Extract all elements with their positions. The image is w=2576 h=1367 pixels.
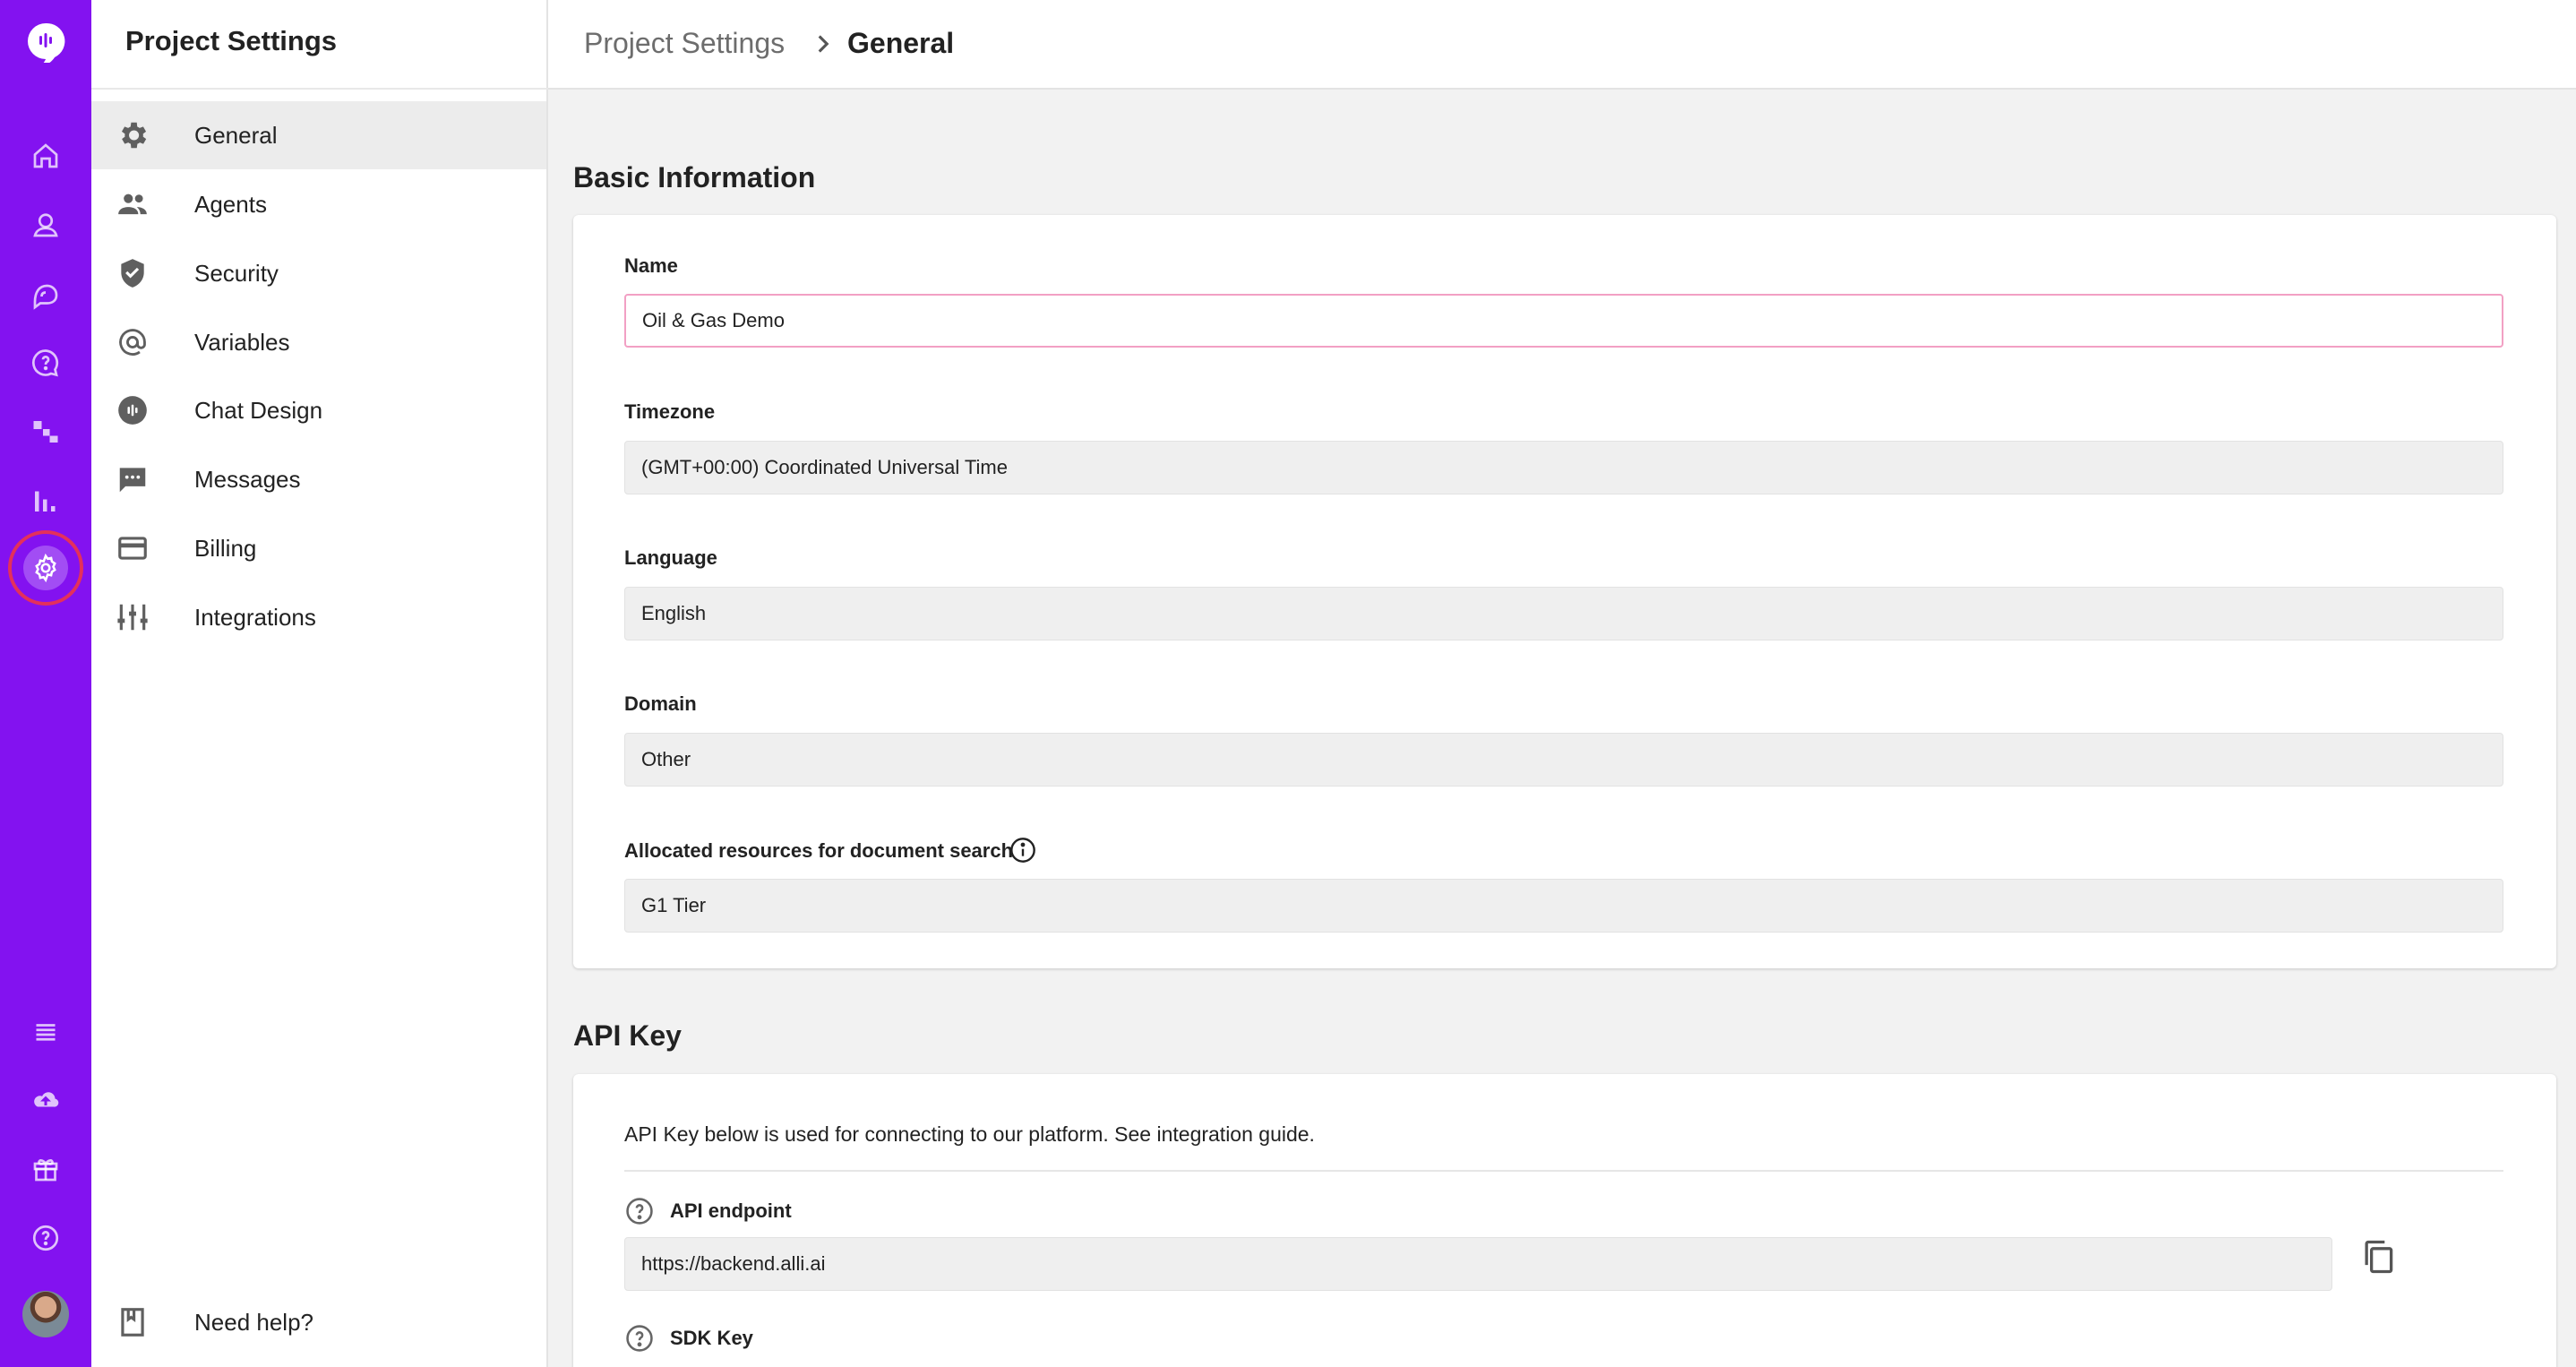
domain-field[interactable]: Other	[624, 733, 2503, 787]
chat-icon	[30, 278, 62, 310]
settings-nav-title: Project Settings	[125, 25, 337, 56]
menu-icon	[30, 1016, 62, 1048]
rail-analytics-button[interactable]	[19, 474, 73, 528]
bar-chart-icon	[30, 485, 62, 517]
people-icon	[115, 186, 150, 222]
basic-info-title: Basic Information	[573, 161, 816, 193]
shield-check-icon	[115, 255, 150, 291]
nav-label-variables: Variables	[194, 328, 290, 356]
language-field[interactable]: English	[624, 587, 2503, 641]
question-bubble-icon	[30, 347, 62, 379]
nav-item-variables[interactable]	[91, 308, 546, 376]
nav-item-messages[interactable]	[91, 445, 546, 513]
nav-item-general[interactable]	[91, 101, 546, 169]
rail-gift-button[interactable]	[19, 1142, 73, 1196]
credit-card-icon	[115, 530, 150, 566]
timezone-label: Timezone	[624, 400, 716, 423]
app-rail	[0, 0, 91, 1367]
language-label: Language	[624, 546, 717, 569]
api-key-description: API Key below is used for connecting to our platform. See integration guide.	[624, 1122, 1315, 1146]
gift-icon	[30, 1153, 62, 1185]
gear-icon	[115, 117, 150, 153]
home-icon	[30, 140, 62, 172]
name-label: Name	[624, 254, 678, 277]
timezone-field[interactable]: (GMT+00:00) Coordinated Universal Time	[624, 441, 2503, 494]
nav-label-messages: Messages	[194, 465, 301, 493]
rail-faq-button[interactable]	[19, 336, 73, 390]
rail-settings-button[interactable]	[8, 530, 83, 606]
need-help-link[interactable]	[91, 1288, 546, 1356]
nav-label-integrations: Integrations	[194, 603, 316, 631]
integrations-icon	[115, 599, 150, 635]
resources-field[interactable]: G1 Tier	[624, 879, 2503, 933]
user-avatar[interactable]	[22, 1291, 69, 1337]
chat-design-icon	[115, 392, 150, 428]
nav-item-integrations[interactable]	[91, 583, 546, 651]
chevron-right-icon	[808, 29, 838, 59]
help-icon	[30, 1222, 62, 1254]
rail-home-button[interactable]	[19, 129, 73, 183]
message-icon	[115, 461, 150, 497]
basic-info-card	[573, 215, 2556, 968]
nav-label-security: Security	[194, 259, 279, 287]
rail-menu-button[interactable]	[19, 1005, 73, 1059]
cloud-upload-icon	[30, 1084, 62, 1116]
domain-label: Domain	[624, 692, 697, 715]
nav-item-agents[interactable]	[91, 170, 546, 238]
need-help-label: Need help?	[194, 1308, 313, 1336]
nav-label-general: General	[194, 121, 278, 149]
rail-conversations-button[interactable]	[19, 267, 73, 321]
sdk-key-label: SDK Key	[670, 1327, 753, 1349]
copy-icon[interactable]	[2358, 1237, 2398, 1277]
user-icon	[30, 209, 62, 241]
breadcrumb-parent[interactable]: Project Settings	[584, 27, 786, 59]
settings-nav	[91, 0, 548, 1367]
api-endpoint-label: API endpoint	[670, 1199, 792, 1222]
nav-label-agents: Agents	[194, 190, 267, 218]
help-circle-icon[interactable]	[624, 1323, 655, 1354]
nav-item-billing[interactable]	[91, 514, 546, 582]
resources-label: Allocated resources for document search	[624, 839, 1014, 862]
rail-help-button[interactable]	[19, 1211, 73, 1265]
api-key-card	[573, 1074, 2556, 1367]
api-endpoint-field[interactable]: https://backend.alli.ai	[624, 1237, 2332, 1291]
rail-flows-button[interactable]	[19, 405, 73, 459]
nav-label-chat-design: Chat Design	[194, 396, 323, 424]
api-key-title: API Key	[573, 1019, 682, 1052]
gear-icon	[30, 553, 61, 583]
nav-label-billing: Billing	[194, 534, 257, 562]
rail-settings-highlight	[23, 546, 68, 590]
flow-icon	[30, 416, 62, 448]
book-icon	[115, 1304, 150, 1340]
name-input[interactable]: Oil & Gas Demo	[624, 294, 2503, 348]
page-header	[548, 0, 2576, 90]
app-logo-icon[interactable]	[24, 20, 67, 63]
nav-item-security[interactable]	[91, 239, 546, 307]
rail-upload-button[interactable]	[19, 1073, 73, 1127]
nav-divider	[91, 88, 548, 90]
at-sign-icon	[115, 324, 150, 360]
help-circle-icon[interactable]	[624, 1196, 655, 1226]
rail-users-button[interactable]	[19, 198, 73, 252]
nav-item-chat-design[interactable]	[91, 376, 546, 444]
api-key-divider	[624, 1170, 2503, 1172]
breadcrumb-current: General	[847, 27, 955, 59]
info-icon[interactable]	[1009, 836, 1037, 864]
